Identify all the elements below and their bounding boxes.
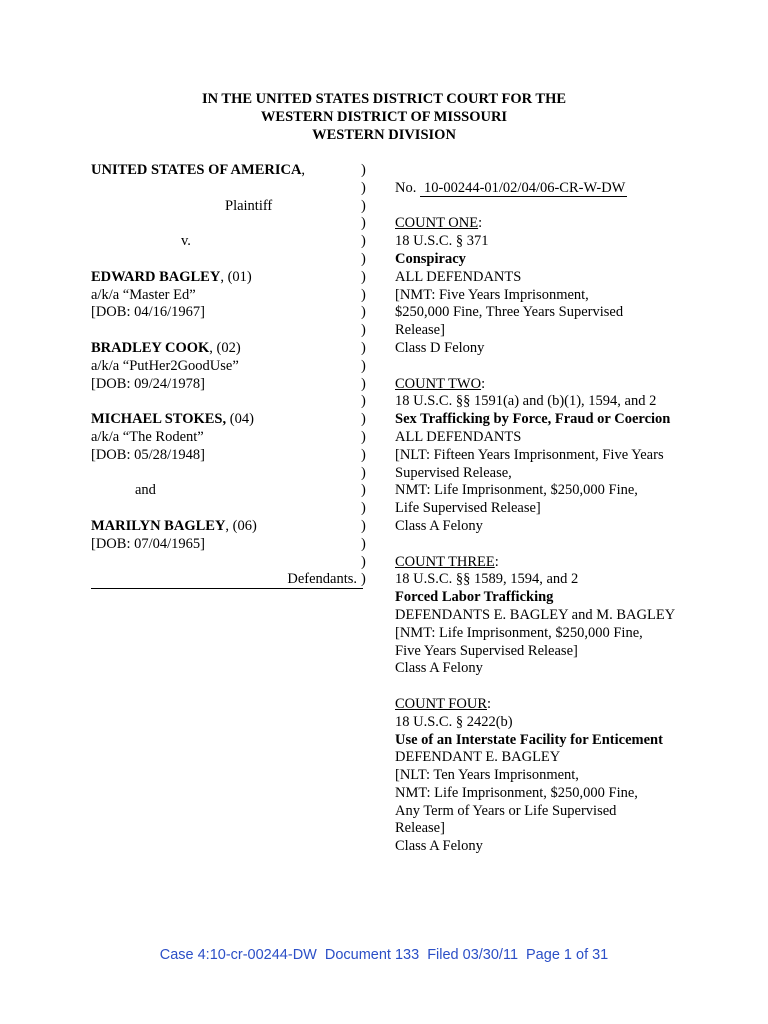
caption-paren: ) [361, 162, 366, 178]
count-detail: NMT: Life Imprisonment, $250,000 Fine, [395, 784, 638, 801]
count-title: COUNT ONE [395, 215, 479, 232]
count-offense: Use of an Interstate Facility for Enticement [395, 731, 663, 748]
defendant-name: BRADLEY COOK [91, 339, 210, 356]
defendant-name: MARILYN BAGLEY [91, 517, 226, 534]
caption-paren: ) [361, 268, 366, 285]
count-offense: Forced Labor Trafficking [395, 589, 554, 606]
count-title-line: COUNT FOUR: [395, 695, 492, 712]
defendant-name: MICHAEL STOKES, [91, 411, 227, 428]
caption-parties [91, 162, 363, 589]
defendants-label: Defendants. [91, 571, 363, 589]
count-detail: [NMT: Five Years Imprisonment, [395, 286, 589, 303]
defendant-aka: a/k/a “The Rodent” [91, 428, 204, 445]
plaintiff-line [91, 162, 363, 180]
caption-paren: ) [361, 322, 366, 339]
count-title-line: COUNT ONE: [395, 215, 483, 232]
case-number-label: No. [395, 179, 417, 196]
caption-paren-column [361, 162, 373, 589]
count-title-line: COUNT TWO: [395, 375, 486, 392]
caption-paren: ) [361, 339, 366, 356]
count-detail: ALL DEFENDANTS [395, 428, 522, 445]
defendant-name-line [91, 340, 363, 358]
caption-paren: ) [361, 535, 366, 552]
count-detail: NMT: Life Imprisonment, $250,000 Fine, [395, 482, 638, 499]
footer-document: Document 133 [324, 947, 420, 963]
count-detail: Life Supervised Release] [395, 500, 541, 517]
caption-paren: ) [361, 428, 366, 445]
case-counts [395, 162, 755, 856]
defendant-name-line [91, 411, 363, 429]
defendant-number: (04) [226, 411, 254, 428]
defendant-dob: [DOB: 07/04/1965] [91, 535, 205, 552]
defendant-dob: [DOB: 05/28/1948] [91, 446, 205, 463]
plaintiff-name: UNITED STATES OF AMERICA [91, 162, 302, 178]
caption-paren: ) [361, 286, 366, 303]
case-number-value: 10-00244-01/02/04/06-CR-W-DW [420, 180, 627, 197]
count-detail: $250,000 Fine, Three Years Supervised [395, 304, 624, 321]
count-offense: Conspiracy [395, 250, 466, 267]
count-detail: [NMT: Life Imprisonment, $250,000 Fine, [395, 624, 643, 641]
count-title: COUNT THREE [395, 553, 495, 570]
count-detail: Any Term of Years or Life Supervised [395, 802, 617, 819]
caption-paren: ) [361, 357, 366, 374]
caption-paren: ) [361, 482, 366, 499]
count-detail: DEFENDANTS E. BAGLEY and M. BAGLEY [395, 606, 676, 623]
caption-paren: ) [361, 375, 366, 392]
count-detail: [NLT: Fifteen Years Imprisonment, Five Years [395, 446, 664, 463]
count-detail: DEFENDANT E. BAGLEY [395, 749, 561, 766]
caption-paren: ) [361, 233, 366, 250]
caption-paren: ) [361, 446, 366, 463]
caption-paren: ) [361, 179, 366, 196]
footer-page: Page 1 of 31 [526, 947, 609, 963]
caption-paren: ) [361, 500, 366, 517]
caption-paren: ) [361, 553, 366, 570]
count-statute: 18 U.S.C. §§ 1591(a) and (b)(1), 1594, and 2 [395, 393, 657, 410]
count-detail: [NLT: Ten Years Imprisonment, [395, 767, 579, 784]
footer-case: Case 4:10-cr-00244-DW [159, 947, 317, 963]
count-title: COUNT FOUR [395, 695, 487, 712]
count-detail: Supervised Release, [395, 464, 512, 481]
count-title: COUNT TWO [395, 375, 482, 392]
count-offense: Sex Trafficking by Force, Fraud or Coercion [395, 411, 671, 428]
court-header-line-2: WESTERN DISTRICT OF MISSOURI [260, 108, 508, 125]
defendant-number: , (01) [220, 268, 252, 285]
count-statute: 18 U.S.C. § 2422(b) [395, 713, 513, 730]
case-number-line [395, 180, 755, 198]
court-header [0, 91, 768, 144]
caption-paren: ) [361, 215, 366, 232]
caption-paren: ) [361, 571, 366, 588]
count-statute: 18 U.S.C. § 371 [395, 233, 489, 250]
versus-label: v. [181, 233, 191, 250]
count-detail: Release] [395, 322, 445, 339]
defendant-aka: a/k/a “Master Ed” [91, 286, 196, 303]
ecf-footer [0, 947, 768, 965]
and-label: and [135, 482, 156, 499]
caption-paren: ) [361, 393, 366, 410]
count-statute: 18 U.S.C. §§ 1589, 1594, and 2 [395, 571, 579, 588]
caption-paren: ) [361, 517, 366, 534]
defendant-name-line [91, 269, 363, 287]
count-title-line: COUNT THREE: [395, 553, 499, 570]
plaintiff-label: Plaintiff [225, 197, 273, 214]
footer-filed: Filed 03/30/11 [427, 947, 519, 963]
caption-paren: ) [361, 304, 366, 321]
defendant-number: , (06) [225, 517, 257, 534]
court-header-line-3: WESTERN DIVISION [312, 126, 456, 143]
count-detail: Five Years Supervised Release] [395, 642, 578, 659]
caption-paren: ) [361, 250, 366, 267]
caption-paren: ) [361, 411, 366, 428]
court-header-line-1: IN THE UNITED STATES DISTRICT COURT FOR THE [201, 91, 567, 107]
count-detail: ALL DEFENDANTS [395, 268, 522, 285]
defendant-dob: [DOB: 09/24/1978] [91, 375, 205, 392]
count-detail: Release] [395, 820, 445, 837]
plaintiff-suffix: , [301, 162, 306, 178]
count-detail: Class A Felony [395, 838, 483, 855]
defendant-name: EDWARD BAGLEY [91, 268, 221, 285]
count-detail: Class A Felony [395, 660, 483, 677]
defendant-name-line [91, 518, 363, 536]
count-detail: Class A Felony [395, 517, 483, 534]
defendant-dob: [DOB: 04/16/1967] [91, 304, 205, 321]
caption-paren: ) [361, 464, 366, 481]
count-detail: Class D Felony [395, 339, 485, 356]
defendant-aka: a/k/a “PutHer2GoodUse” [91, 357, 239, 374]
caption-paren: ) [361, 197, 366, 214]
defendant-number: , (02) [209, 339, 241, 356]
